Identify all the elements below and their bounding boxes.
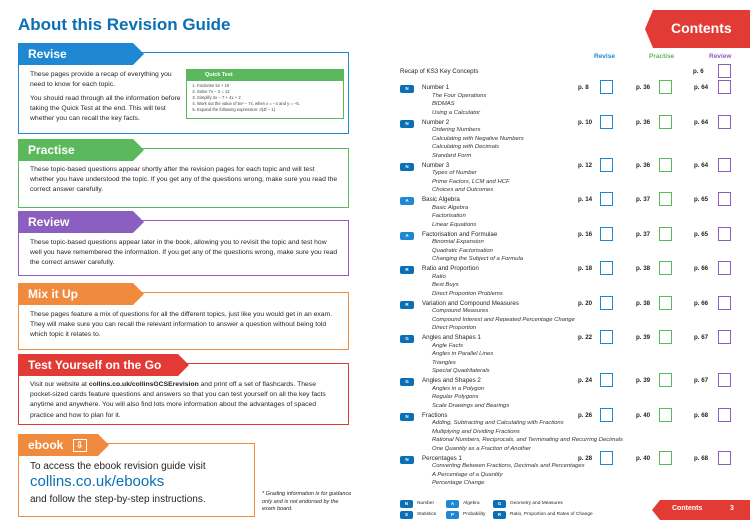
subtopic: Ordering Numbers xyxy=(432,127,481,133)
subtopic: Special Quadrilaterals xyxy=(432,368,490,374)
topic-title: Basic Algebra xyxy=(422,196,460,203)
subtopic: The Four Operations xyxy=(432,92,487,99)
flashcards-link[interactable]: collins.co.uk/collinsGCSErevision xyxy=(88,381,199,388)
practise-page: p. 36 xyxy=(636,161,651,169)
legend-label-statistics: Statistics xyxy=(417,512,437,517)
quick-test-item: 2. Solve 7x − 2 = 12 xyxy=(197,89,339,95)
revise-page: p. 16 xyxy=(578,230,593,238)
review-page: p. 68 xyxy=(694,454,709,462)
subtopic: Scale Drawings and Bearings xyxy=(432,402,510,409)
subtopic: Linear Equations xyxy=(432,221,477,228)
subtopic: Types of Number xyxy=(432,170,477,176)
col-review-header: Review xyxy=(709,53,732,60)
practise-checkbox[interactable] xyxy=(659,227,672,241)
subtopic: Quadratic Factorisation xyxy=(432,247,493,254)
revise-page: p. 26 xyxy=(578,411,593,419)
topic-title: Factorisation and Formulae xyxy=(422,230,498,238)
review-page: p. 65 xyxy=(694,230,709,238)
revise-checkbox[interactable] xyxy=(600,115,613,129)
review-checkbox[interactable] xyxy=(718,296,731,310)
topic-title: Fractions xyxy=(422,411,448,419)
practise-page: p. 40 xyxy=(636,454,651,462)
subtopic: Converting Between Fractions, Decimals and Percentages xyxy=(432,463,585,469)
grading-note: * Grading information is for guidance only and is not endorsed by the exam board. xyxy=(262,491,352,512)
practise-checkbox[interactable] xyxy=(659,330,672,344)
review-text: These topic-based questions appear later in the book, allowing you to revisit the topic and test how well you have remembered the information. If you get any of the questions wrong, make sure you read the correct answer carefully. xyxy=(30,239,338,267)
topic-title: Percentages 1 xyxy=(422,454,462,462)
topic-title: Ratio and Proportion xyxy=(422,265,479,272)
footer-tab xyxy=(660,500,750,520)
topic-badge: N xyxy=(400,85,414,93)
legend-label-geometry: Geometry and Measures xyxy=(510,501,563,506)
practise-checkbox[interactable] xyxy=(659,261,672,275)
legend-label-ratio: Ratio, Proportion and Rates of Change xyxy=(510,512,593,517)
subtopic: Basic Algebra xyxy=(432,204,469,211)
review-checkbox[interactable] xyxy=(718,227,731,241)
ebook-url[interactable]: collins.co.uk/ebooks xyxy=(30,473,165,490)
practise-checkbox[interactable] xyxy=(659,373,672,387)
revise-page: p. 14 xyxy=(578,196,593,203)
legend-badge-probability: P xyxy=(446,511,459,519)
practise-text: These topic-based questions appear shortly after the revision pages for each topic and will test whether you have understood the topic. If you get any of the questions wrong, make sure you read the correct answer carefully. xyxy=(30,166,338,194)
topic-badge: G xyxy=(400,378,414,386)
legend-badge-statistics: S xyxy=(400,511,413,519)
subtopic: BIDMAS xyxy=(432,101,455,107)
subtopic: Percentage Change xyxy=(432,480,485,486)
review-page: p. 68 xyxy=(694,411,709,419)
revise-checkbox[interactable] xyxy=(600,408,613,422)
revise-page: p. 24 xyxy=(578,377,593,384)
legend-label-probability: Probability xyxy=(463,512,486,517)
revise-checkbox[interactable] xyxy=(600,373,613,387)
review-page: p. 65 xyxy=(694,196,709,203)
ebook-line-2: and follow the step-by-step instructions. xyxy=(30,494,206,505)
topic-title: Number 3 xyxy=(422,161,450,169)
revise-checkbox[interactable] xyxy=(600,330,613,344)
legend-badge-geometry: G xyxy=(493,500,506,508)
revise-checkbox[interactable] xyxy=(600,261,613,275)
subtopic: One Quantity as a Fraction of Another xyxy=(432,445,531,452)
footer-label: Contents xyxy=(672,505,703,512)
practise-page: p. 39 xyxy=(636,334,651,341)
practise-checkbox[interactable] xyxy=(659,80,672,94)
test-tab: Test Yourself on the Go xyxy=(18,354,178,376)
topic-title: Angles and Shapes 2 xyxy=(422,377,481,384)
topic-badge: N xyxy=(400,456,414,464)
revise-checkbox[interactable] xyxy=(600,192,613,206)
test-text: Visit our website at collins.co.uk/collinsGCSErevision and print off a set of flashcards. These pocket-sized cards feature questions and answers so that you can test yourself on all the key facts anytime and anywhere. You will also find lots more information about the advantages of spaced practice and how to plan for it. xyxy=(30,381,326,419)
revise-checkbox[interactable] xyxy=(600,451,613,465)
subtopic: Changing the Subject of a Formula xyxy=(432,256,524,262)
quick-test-item: 1. Factorise 5x + 10 xyxy=(197,83,339,89)
col-practise-header: Practise xyxy=(649,53,675,60)
mixit-tab: Mix it Up xyxy=(18,283,133,305)
practise-checkbox[interactable] xyxy=(659,158,672,172)
topic-badge: R xyxy=(400,266,414,274)
quick-test-item: 4. Work out the value of 5x² − 7x, when x = −4 and y = −5. xyxy=(197,101,339,107)
subtopic: Triangles xyxy=(432,359,456,366)
topic-title: Angles and Shapes 1 xyxy=(422,334,481,341)
subtopic: Compound Measures xyxy=(432,308,489,314)
practise-page: p. 36 xyxy=(636,118,651,126)
ebook-tab: ebook ⇩ xyxy=(18,434,98,456)
subtopic: Ratio xyxy=(432,273,446,280)
revise-page: p. 8 xyxy=(578,84,589,91)
contents-banner: Contents xyxy=(653,10,750,48)
topic-badge: A xyxy=(400,232,414,240)
subtopic: Direct Proportion Problems xyxy=(432,290,503,297)
legend-badge-ratio: R xyxy=(493,511,506,519)
review-checkbox[interactable] xyxy=(718,80,731,94)
revise-page: p. 10 xyxy=(578,118,593,126)
ebook-line-1: To access the ebook revision guide visit xyxy=(30,461,206,472)
review-page: p. 66 xyxy=(694,265,709,272)
legend-badge-algebra: A xyxy=(446,500,459,508)
subtopic: Using a Calculator xyxy=(432,109,481,116)
recap-label: Recap of KS3 Key Concepts xyxy=(400,68,479,75)
practise-page: p. 39 xyxy=(636,377,651,384)
subtopic: Compound Interest and Repeated Percentage Change xyxy=(432,316,575,323)
review-page: p. 67 xyxy=(694,334,709,341)
topic-title: Number 2 xyxy=(422,118,450,126)
revise-checkbox[interactable] xyxy=(600,296,613,310)
practise-page: p. 38 xyxy=(636,299,651,307)
topic-badge: N xyxy=(400,413,414,421)
practise-page: p. 36 xyxy=(636,84,651,91)
col-revise-header: Revise xyxy=(594,53,615,60)
review-checkbox[interactable] xyxy=(718,158,731,172)
page-number: 3 xyxy=(730,505,734,512)
revise-text-1: These pages provide a recap of everything you need to know for each topic. xyxy=(30,71,172,89)
revise-checkbox[interactable] xyxy=(600,158,613,172)
revise-checkbox[interactable] xyxy=(600,80,613,94)
subtopic: Standard Form xyxy=(432,152,472,159)
revise-tab: Revise xyxy=(18,43,133,65)
review-checkbox[interactable] xyxy=(718,330,731,344)
subtopic: Angle Facts xyxy=(432,342,464,349)
review-checkbox[interactable] xyxy=(718,408,731,422)
subtopic: Calculating with Decimals xyxy=(432,144,500,150)
review-page: p. 64 xyxy=(694,118,709,126)
subtopic: Prime Factors, LCM and HCF xyxy=(432,178,510,185)
practise-page: p. 37 xyxy=(636,230,651,238)
revise-page: p. 20 xyxy=(578,299,593,307)
practise-tab: Practise xyxy=(18,139,133,161)
subtopic: Rational Numbers, Reciprocals, and Terminating and Recurring Decimals xyxy=(432,437,623,443)
topic-title: Variation and Compound Measures xyxy=(422,299,519,307)
review-checkbox[interactable] xyxy=(718,115,731,129)
subtopic: Direct Proportion xyxy=(432,325,477,331)
topic-badge: N xyxy=(400,163,414,171)
practise-checkbox[interactable] xyxy=(659,451,672,465)
subtopic: Multiplying and Dividing Fractions xyxy=(432,428,520,435)
review-page: p. 64 xyxy=(694,161,709,169)
subtopic: Angles in Parallel Lines xyxy=(432,351,494,357)
practise-page: p. 40 xyxy=(636,411,651,419)
revise-page: p. 12 xyxy=(578,161,593,169)
practise-page: p. 38 xyxy=(636,265,651,272)
topic-badge: R xyxy=(400,301,414,309)
review-checkbox[interactable] xyxy=(718,261,731,275)
mixit-text: These pages feature a mix of questions for all the different topics, just like you would get in an exam. They will make sure you can recall the relevant information to answer a question without being told which topic it relates to. xyxy=(30,311,333,339)
revise-page: p. 18 xyxy=(578,265,593,272)
legend-label-algebra: Algebra xyxy=(463,501,480,506)
quick-test-item: 5. Expand the following expression: 3(4f − 1) xyxy=(197,107,339,113)
review-tab: Review xyxy=(18,211,133,233)
topic-badge: G xyxy=(400,335,414,343)
revise-text-2: You should read through all the information before taking the Quick Test at the end. This will test whether you can recall the key facts. xyxy=(30,95,181,123)
subtopic: Factorisation xyxy=(432,213,466,219)
practise-checkbox[interactable] xyxy=(659,408,672,422)
recap-review-checkbox[interactable] xyxy=(718,64,731,78)
subtopic: Calculating with Negative Numbers xyxy=(432,135,524,142)
topic-title: Number 1 xyxy=(422,84,450,91)
review-page: p. 66 xyxy=(694,299,709,307)
quick-test-title: Quick Test xyxy=(187,70,343,81)
practise-page: p. 37 xyxy=(636,196,651,203)
subtopic: Best Buys xyxy=(432,282,459,288)
subtopic: A Percentage of a Quantity xyxy=(432,471,503,478)
practise-checkbox[interactable] xyxy=(659,115,672,129)
revise-page: p. 22 xyxy=(578,334,593,341)
subtopic: Choices and Outcomes xyxy=(432,187,494,193)
revise-checkbox[interactable] xyxy=(600,227,613,241)
quick-test-box xyxy=(186,69,344,119)
review-checkbox[interactable] xyxy=(718,373,731,387)
subtopic: Adding, Subtracting and Calculating with Fractions xyxy=(432,420,564,426)
legend-label-number: Number xyxy=(417,501,435,506)
subtopic: Angles in a Polygon xyxy=(432,385,485,392)
topic-badge: N xyxy=(400,120,414,128)
subtopic: Regular Polygons xyxy=(432,394,479,400)
review-page: p. 67 xyxy=(694,377,709,384)
recap-page: p. 6 xyxy=(693,68,704,75)
download-icon: ⇩ xyxy=(73,439,87,452)
quick-test-item: 3. Simplify 2x − 7 + 4x + 2 xyxy=(197,95,339,101)
practise-checkbox[interactable] xyxy=(659,296,672,310)
subtopic: Binomial Expansion xyxy=(432,239,484,245)
legend-badge-number: N xyxy=(400,500,413,508)
review-checkbox[interactable] xyxy=(718,192,731,206)
practise-checkbox[interactable] xyxy=(659,192,672,206)
review-page: p. 64 xyxy=(694,84,709,91)
topic-badge: A xyxy=(400,197,414,205)
page-title: About this Revision Guide xyxy=(18,15,231,34)
revise-page: p. 28 xyxy=(578,454,593,462)
review-checkbox[interactable] xyxy=(718,451,731,465)
